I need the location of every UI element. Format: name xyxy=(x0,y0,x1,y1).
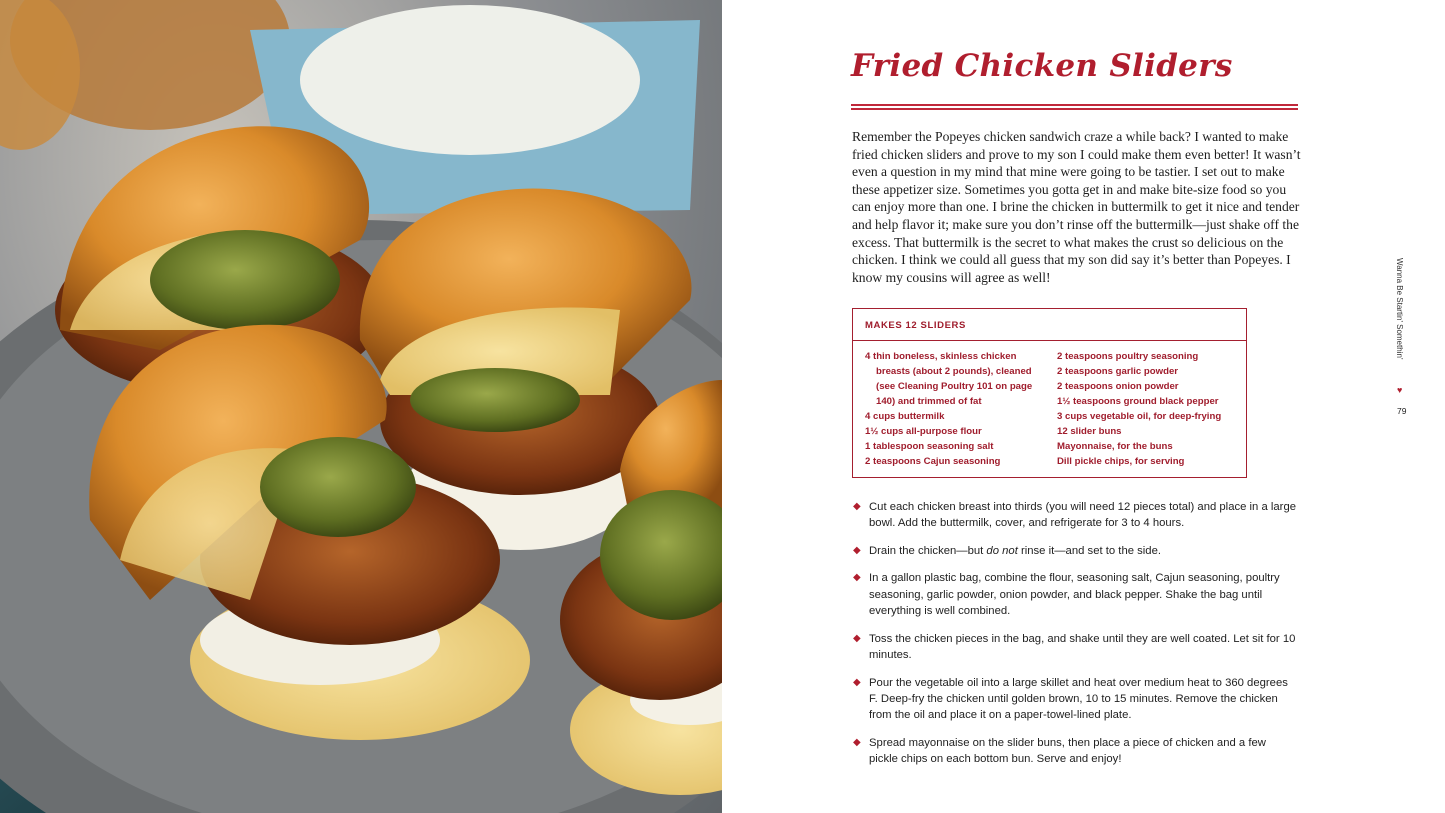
ingredient-item: 2 teaspoons poultry seasoning xyxy=(1057,351,1199,362)
recipe-title: Fried Chicken Sliders xyxy=(851,48,1233,84)
recipe-intro: Remember the Popeyes chicken sandwich craze a while back? I wanted to make fried chicken sliders and prove to my son I could make them even better! It wasn’t even a question in my mind that mine were going to be tastier. I set out to make these appetizer size. Sometimes you gotta get in and make bite-size food so you can enjoy more than one. I brine the chicken in buttermilk to get it nice and tender and help flavor it; make sure you don’t rinse off the buttermilk—just shake off the excess. That buttermilk is the secret to what makes the crust so delicious on the chicken. I think we could all guess that my son did say it’s better than Popeyes. I know my cousins will agree as well! xyxy=(852,129,1301,285)
step-item xyxy=(852,675,1297,724)
diamond-bullet-icon: ◆ xyxy=(853,632,861,644)
diamond-bullet-icon: ◆ xyxy=(853,736,861,748)
step-item xyxy=(852,499,1297,532)
step-text: In a gallon plastic bag, combine the flour, seasoning salt, Cajun seasoning, poultry seasoning, garlic powder, onion powder, and black pepper. Shake the bag until everything is well combined. xyxy=(869,572,1280,618)
heart-icon: ♥ xyxy=(1397,385,1403,395)
step-item xyxy=(852,631,1297,664)
step-text-emphasis: do not xyxy=(986,544,1018,557)
diamond-bullet-icon: ◆ xyxy=(853,501,861,512)
ingredient-item: 1½ teaspoons ground black pepper xyxy=(1057,396,1219,407)
method-steps xyxy=(852,499,1297,779)
mayo-in-bowl xyxy=(300,5,640,155)
step-text: Cut each chicken breast into thirds (you will need 12 pieces total) and place in a large bowl. Add the buttermilk, cover, and refrigerate for 3 to 4 hours. xyxy=(869,501,1297,530)
title-rule-top xyxy=(851,104,1298,106)
ingredient-item: 2 teaspoons onion powder xyxy=(1057,381,1179,392)
running-head xyxy=(1389,258,1409,378)
ingredient-item: 12 slider buns xyxy=(1057,426,1122,437)
step-text: Pour the vegetable oil into a large skillet and heat over medium heat to 360 degrees F. Deep-fry the chicken until golden brown, 10 to 15 minutes. Remove the chicken from the oil and place it on a paper-towel-lined plate. xyxy=(869,676,1288,722)
ingredient-item: 1 tablespoon seasoning salt xyxy=(865,441,994,452)
step-item xyxy=(852,735,1297,768)
food-photo xyxy=(0,0,722,813)
yield-label: MAKES 12 SLIDERS xyxy=(853,309,1246,341)
step-item xyxy=(852,570,1297,619)
recipe-page xyxy=(722,0,1445,813)
ingredient-item: 3 cups vegetable oil, for deep-frying xyxy=(1057,411,1222,422)
ingredient-item: 2 teaspoons Cajun seasoning xyxy=(865,456,1001,467)
step-item xyxy=(852,543,1297,559)
ingredient-item: Mayonnaise, for the buns xyxy=(1057,441,1173,452)
diamond-bullet-icon: ◆ xyxy=(853,544,861,556)
ingredient-item: Dill pickle chips, for serving xyxy=(1057,456,1185,467)
diamond-bullet-icon: ◆ xyxy=(853,676,861,688)
title-rule-bottom xyxy=(851,108,1298,110)
ingredient-item: 2 teaspoons garlic powder xyxy=(1057,366,1179,377)
diamond-bullet-icon: ◆ xyxy=(853,572,861,584)
ingredients-column-right xyxy=(1057,349,1242,469)
ingredient-item: 4 cups buttermilk xyxy=(865,411,945,422)
running-head-text: Wanna Be Startin’ Somethin’ xyxy=(1395,258,1404,360)
step-text: Spread mayonnaise on the slider buns, then place a piece of chicken and a few pickle chips on each bottom bun. Serve and enjoy! xyxy=(869,736,1266,766)
step-text-pre: Drain the chicken—but xyxy=(869,544,987,557)
page-number: 79 xyxy=(1397,406,1407,416)
step-text-post: rinse it—and set to the side. xyxy=(1017,544,1162,557)
ingredients-column-left xyxy=(865,349,1045,469)
sliders-illustration xyxy=(0,0,722,813)
ingredient-item: 1½ cups all-purpose flour xyxy=(865,426,982,437)
ingredient-item: 4 thin boneless, skinless chicken breasts (about 2 pounds), cleaned (see Cleaning Poultry 101 on page 140) and trimmed of fat xyxy=(865,351,1033,407)
step-text: Toss the chicken pieces in the bag, and shake until they are well coated. Let sit for 10 minutes. xyxy=(869,632,1296,661)
ingredients-box xyxy=(852,308,1247,478)
